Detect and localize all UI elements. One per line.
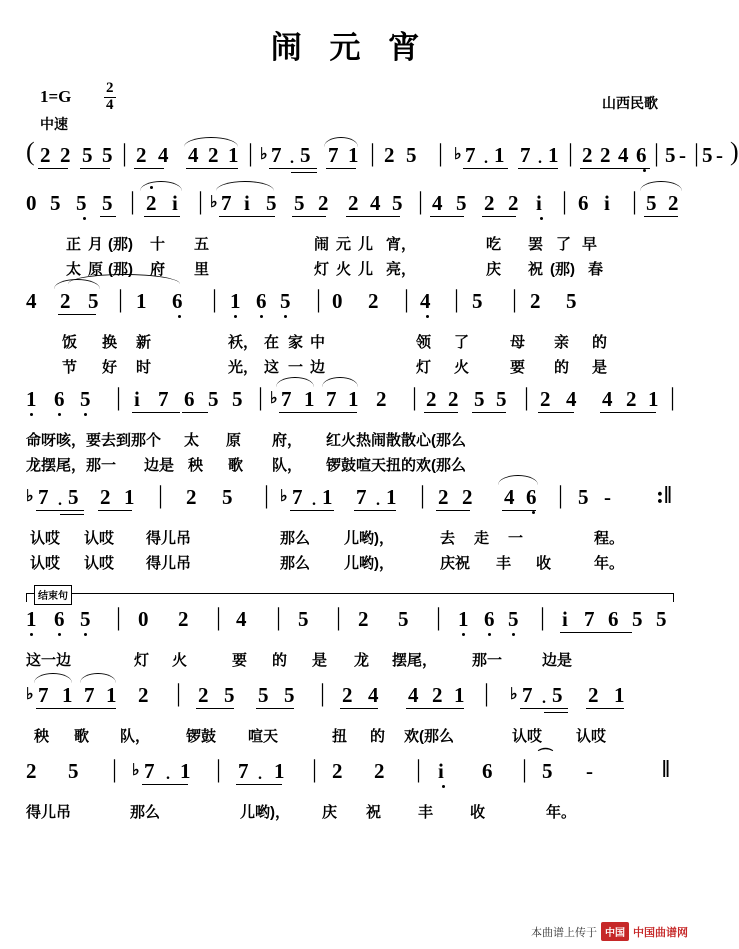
system-3-notation: 4 2 5 | 1 6 | 1 6 5 | 0 2 | 4 | 5 | 2 5 bbox=[26, 285, 674, 331]
system-2-lyrics-verse2: 太 原 (那) 府 里 灯 火 儿 亮， 庆 祝 (那) 春 bbox=[66, 261, 604, 278]
system-8-lyrics: 得儿吊 那么 儿哟)， 庆 祝 丰 收 年。 bbox=[26, 804, 577, 821]
system-5-lyrics-verse1: 认哎 认哎 得儿吊 那么 儿哟)， 去 走 一 程。 bbox=[30, 530, 625, 547]
system-2 bbox=[26, 187, 679, 283]
site-logo: 中国 bbox=[601, 922, 629, 941]
footer-credit bbox=[531, 922, 688, 941]
page-title: 闹 元 宵 bbox=[270, 30, 430, 65]
final-barline: ‖ bbox=[662, 757, 670, 783]
time-signature-denominator: 4 bbox=[106, 96, 114, 113]
repeat-end-barline: :‖ bbox=[656, 483, 672, 509]
score-metadata bbox=[0, 81, 700, 139]
system-3-lyrics-verse2: 节 好 时 光， 这 一 边 灯 火 要 的 是 bbox=[62, 359, 608, 376]
system-1-notation: ( 2 2 5 5 | 2 4 4 2 1 | ♭ 7 . 5 7 1 | 2 5 | ♭ 7 . 1 7 . 1 | 2 2 4 6 | 5 - | 5 - ) bbox=[26, 139, 674, 179]
system-6 bbox=[26, 603, 674, 677]
time-signature-numerator: 2 bbox=[106, 80, 114, 96]
system-4-notation: 1 6 5 | i 7 6 5 5 | ♭ 7 1 7 1 2 | 2 2 5 5 | 2 4 4 2 1 | bbox=[26, 383, 674, 429]
system-7-notation: ♭ 7 1 7 1 2 | 2 5 5 5 | 2 4 4 2 1 | ♭ 7 . 5 2 1 bbox=[26, 679, 674, 725]
ending-label: 结束句 bbox=[34, 585, 72, 605]
system-6-lyrics: 这一边 灯 火 要 的 是 龙 摆尾， 那一 边是 bbox=[26, 652, 573, 669]
site-name[interactable]: 中国曲谱网 bbox=[633, 926, 688, 939]
system-7 bbox=[26, 679, 674, 753]
time-signature bbox=[104, 81, 116, 114]
system-4-lyrics-verse1: 命呀咳，要去到那个 太 原 府， 红火热闹散散心(那么 bbox=[26, 432, 466, 449]
system-2-lyrics-verse1: 正 月 (那) 十 五 闹 元 儿 宵， 吃 罢 了 早 bbox=[66, 236, 598, 253]
system-6-notation: 1 6 5 | 0 2 | 4 | 5 | 2 5 | 1 6 5 | i 7 6 5 5 bbox=[26, 603, 674, 649]
tempo-marking: 中速 bbox=[40, 118, 68, 133]
score-body bbox=[26, 137, 739, 829]
system-5-notation: ♭ 7 . 5 2 1 | 2 5 | ♭ 7 . 1 7 . 1 | 2 2 4 6 | 5 - :‖ bbox=[26, 481, 674, 527]
fermata-icon: ⌒ bbox=[538, 749, 554, 765]
system-1 bbox=[26, 137, 739, 185]
footer-text: 本曲谱上传于 bbox=[531, 926, 597, 939]
system-7-lyrics: 秧 歌 队， 锣鼓 喧天 扭 的 欢(那么 认哎 认哎 bbox=[34, 728, 607, 745]
system-8-notation: 2 5 | ♭ 7 . 1 | 7 . 1 | 2 2 | i 6 | 5 ⌒ - ‖ bbox=[26, 755, 674, 801]
composer-credit: 山西民歌 bbox=[602, 97, 658, 112]
system-5-lyrics-verse2: 认哎 认哎 得儿吊 那么 儿哟)， 庆祝 丰 收 年。 bbox=[30, 555, 625, 572]
system-5 bbox=[26, 481, 674, 581]
system-3 bbox=[26, 285, 674, 381]
system-8 bbox=[26, 749, 674, 829]
system-4 bbox=[26, 383, 674, 479]
ending-section-header bbox=[26, 583, 674, 603]
system-3-lyrics-verse1: 饭 换 新 袄， 在 家 中 领 了 母 亲 的 bbox=[62, 334, 608, 351]
system-2-notation: 0 5 5 5 | 2 i | ♭ 7 i 5 5 2 2 4 5 | 4 5 2 2 i | 6 i | 5 2 bbox=[26, 187, 674, 233]
key-signature: 1=G bbox=[40, 87, 72, 106]
system-4-lyrics-verse2: 龙摆尾，那一 边是 秧 歌 队， 锣鼓喧天扭的欢(那么 bbox=[26, 457, 466, 474]
